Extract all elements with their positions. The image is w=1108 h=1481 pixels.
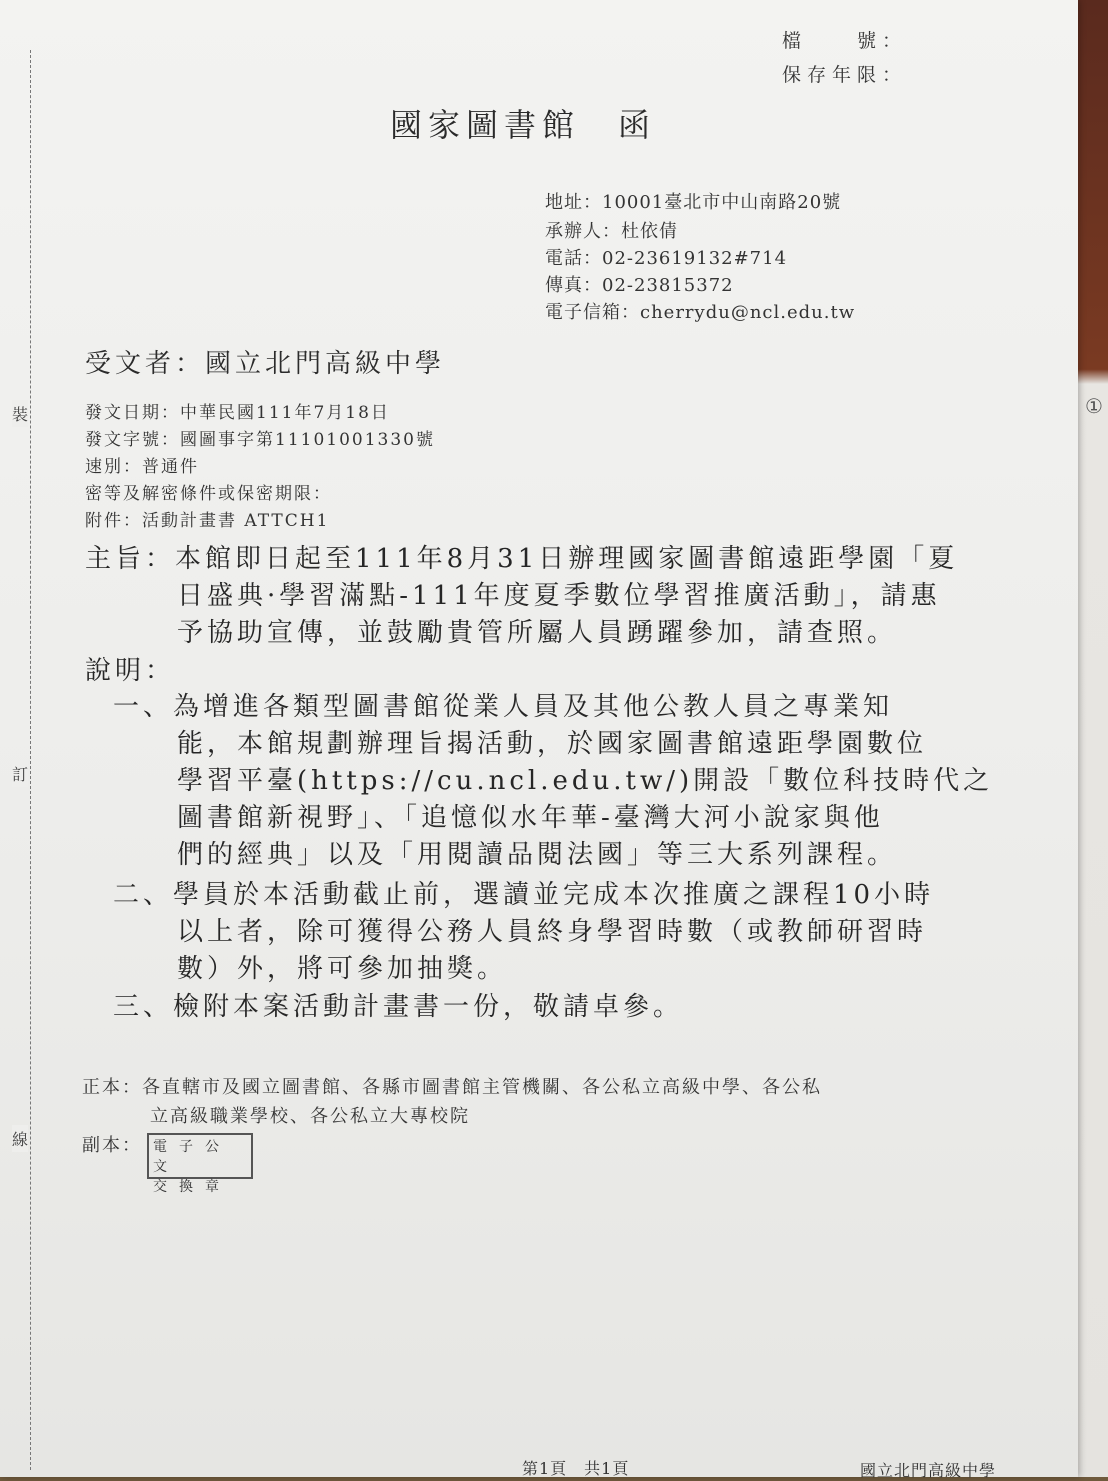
- explanation-line: 數）外，將可參加抽獎。: [177, 954, 508, 984]
- stamp-line: 電子公文: [153, 1139, 231, 1175]
- explanation-line: 圖書館新視野」、「追憶似水年華-臺灣大河小說家與他: [177, 803, 884, 833]
- original-recipients: 正本：各直轄市及國立圖書館、各縣市圖書館主管機關、各公私立高級中學、各公私: [82, 1077, 822, 1098]
- issue-date: 發文日期：中華民國111年7月18日: [85, 403, 390, 423]
- copy-label: 副本：: [82, 1135, 142, 1156]
- explanation-line: 們的經典」以及「用閱讀品閱法國」等三大系列課程。: [177, 840, 898, 870]
- retention-label: 保存年限：: [782, 64, 908, 86]
- contact-fax: 傳真：02-23815372: [545, 275, 734, 296]
- contact-email: 電子信箱：cherrydu@ncl.edu.tw: [545, 302, 856, 323]
- original-recipients-cont: 立高級職業學校、各公私立大專校院: [150, 1106, 470, 1127]
- explanation-line: 以上者，除可獲得公務人員終身學習時數（或教師研習時: [177, 917, 928, 947]
- binding-mark-ding: 訂: [12, 760, 28, 787]
- explanation-label: 說明：: [85, 656, 176, 686]
- binding-mark-xian: 線: [12, 1125, 28, 1152]
- contact-phone: 電話：02-23619132#714: [545, 248, 788, 269]
- binding-line: [30, 50, 31, 1470]
- contact-handler: 承辦人：杜依倩: [545, 221, 678, 242]
- delivery-speed: 速別：普通件: [85, 457, 199, 477]
- document-number: 發文字號：國圖事字第11101001330號: [85, 430, 435, 450]
- explanation-line: 一、為增進各類型圖書館從業人員及其他公教人員之專業知: [113, 692, 894, 722]
- exchange-stamp: [147, 1133, 253, 1195]
- document-title: 國家圖書館 函: [390, 106, 657, 144]
- desk-edge: [1074, 0, 1108, 1477]
- footer-organization: 國立北門高級中學: [860, 1461, 997, 1480]
- explanation-line: 二、學員於本活動截止前，選讀並完成本次推廣之課程10小時: [113, 880, 935, 910]
- subject-line: 日盛典·學習滿點-111年度夏季數位學習推廣活動」，請惠: [177, 581, 941, 611]
- file-number-label: 檔 號：: [782, 30, 908, 52]
- explanation-line: 能，本館規劃辦理旨揭活動，於國家圖書館遠距學園數位: [177, 729, 928, 759]
- attachment: 附件：活動計畫書 ATTCH1: [85, 511, 330, 531]
- stamp-line: 交換章: [153, 1179, 231, 1195]
- subject-line: 予協助宣傳，並鼓勵貴管所屬人員踴躍參加，請查照。: [177, 618, 898, 648]
- recipient: 受文者：國立北門高級中學: [85, 349, 446, 379]
- margin-note: ①: [1085, 394, 1103, 418]
- contact-address: 地址：10001臺北市中山南路20號: [545, 192, 842, 213]
- secrecy-level: 密等及解密條件或保密期限：: [85, 484, 332, 504]
- subject-line: 主旨：本館即日起至111年8月31日辦理國家圖書館遠距學園「夏: [85, 544, 959, 574]
- explanation-line: 學習平臺(https://cu.ncl.edu.tw/)開設「數位科技時代之: [177, 766, 994, 796]
- page-number: 第1頁 共1頁: [522, 1459, 630, 1478]
- explanation-line: 三、檢附本案活動計畫書一份，敬請卓參。: [113, 992, 684, 1022]
- binding-mark-zhuang: 裝: [12, 400, 28, 427]
